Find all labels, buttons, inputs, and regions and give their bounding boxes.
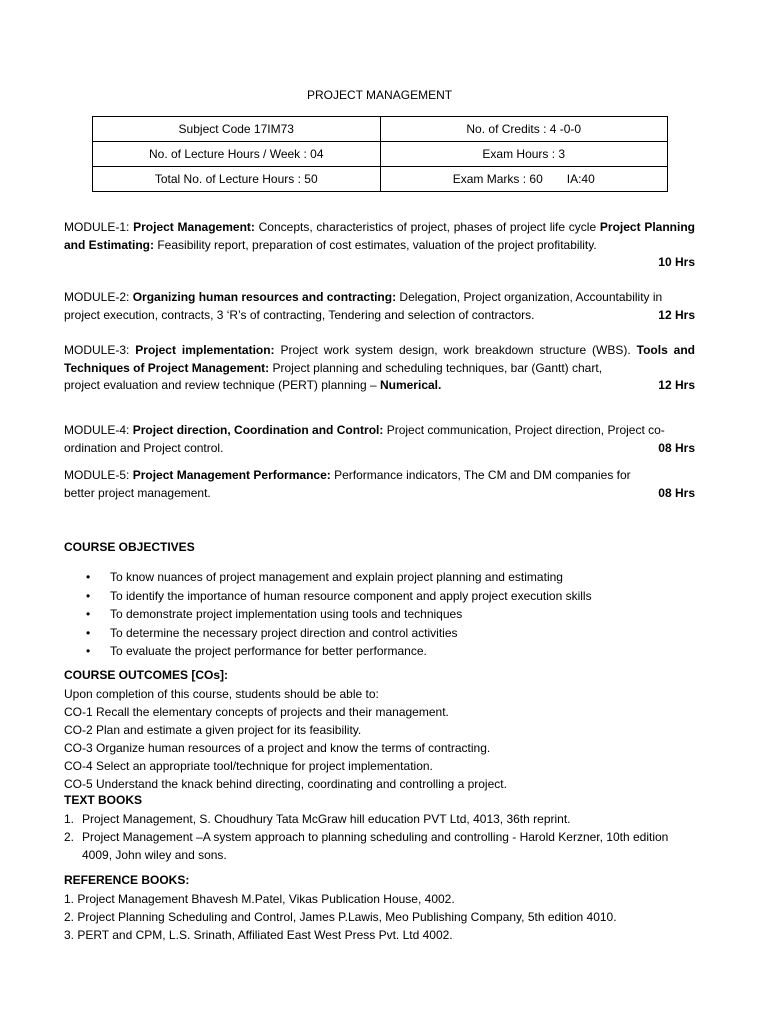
module-text: Performance indicators, The CM and DM companies for bbox=[330, 468, 631, 482]
outcome-line: CO-5 Understand the knack behind directing, coordinating and controlling a project. bbox=[64, 777, 507, 791]
objectives-heading: COURSE OBJECTIVES bbox=[64, 540, 195, 554]
reference-books-list bbox=[64, 890, 695, 944]
text-books-list bbox=[64, 810, 695, 864]
module-text: project evaluation and review technique (PERT) planning – bbox=[64, 378, 380, 392]
module-text: project execution, contracts, 3 ‘R’s of contracting, Tendering and selection of contractors. bbox=[64, 307, 535, 322]
module-text: Feasibility report, preparation of cost estimates, valuation of the project profitability. bbox=[154, 237, 597, 252]
module-text: Project communication, Project direction, Project co- bbox=[383, 423, 665, 437]
list-item: 1. Project Management Bhavesh M.Patel, Vikas Publication House, 4002. bbox=[64, 892, 455, 906]
objective-text: To demonstrate project implementation using tools and techniques bbox=[110, 607, 463, 621]
outcome-line: CO-3 Organize human resources of a project and know the terms of contracting. bbox=[64, 741, 491, 755]
outcome-line: CO-1 Recall the elementary concepts of projects and their management. bbox=[64, 705, 449, 719]
module-topic: Numerical. bbox=[379, 378, 442, 392]
module-1 bbox=[64, 219, 695, 272]
list-item bbox=[64, 587, 592, 606]
module-hours: 12 Hrs bbox=[658, 378, 695, 392]
exam-marks: Exam Marks : 60 bbox=[452, 172, 543, 186]
outcome-line: CO-4 Select an appropriate tool/technique for project implementation. bbox=[64, 759, 433, 773]
bullet-icon: • bbox=[86, 588, 91, 603]
module-text: Delegation, Project organization, Accountability in bbox=[396, 290, 663, 304]
outcome-line: CO-2 Plan and estimate a given project for its feasibility. bbox=[64, 723, 362, 737]
module-topic: Project implementation: bbox=[135, 343, 275, 357]
reference-books-heading: REFERENCE BOOKS: bbox=[64, 873, 190, 887]
module-topic: Project Planning and Estimating: bbox=[64, 220, 695, 252]
module-text: Project work system design, work breakdown structure (WBS). bbox=[274, 343, 637, 357]
item-number: 2. bbox=[64, 830, 75, 844]
exam-hours-cell: Exam Hours : 3 bbox=[380, 142, 668, 167]
module-label: MODULE-5: bbox=[64, 468, 133, 482]
list-item bbox=[64, 642, 592, 661]
total-lecture-hours-cell: Total No. of Lecture Hours : 50 bbox=[93, 167, 381, 192]
page-title: PROJECT MANAGEMENT bbox=[306, 88, 453, 102]
module-hours: 12 Hrs bbox=[658, 307, 695, 322]
table-row bbox=[93, 117, 668, 142]
bullet-icon: • bbox=[86, 570, 91, 584]
module-label: MODULE-4: bbox=[64, 423, 133, 437]
module-hours: 08 Hrs bbox=[658, 485, 695, 500]
list-item bbox=[64, 624, 592, 643]
document-page bbox=[64, 0, 695, 1024]
module-topic: Tools and Techniques of Project Management: bbox=[64, 343, 696, 375]
module-2 bbox=[64, 289, 695, 324]
module-text: Concepts, characteristics of project, phases of project life cycle bbox=[254, 220, 600, 234]
module-text: ordination and Project control. bbox=[64, 440, 224, 455]
outcomes-heading: COURSE OUTCOMES [COs]: bbox=[64, 668, 229, 682]
item-number: 1. bbox=[64, 812, 75, 826]
course-info-table bbox=[92, 116, 668, 192]
list-item: 2. Project Planning Scheduling and Control, James P.Lawis, Meo Publishing Company, 5th edition 4010. bbox=[64, 910, 617, 924]
list-item bbox=[64, 605, 592, 624]
lecture-hours-week-cell: No. of Lecture Hours / Week : 04 bbox=[93, 142, 381, 167]
module-topic: Organizing human resources and contracting: bbox=[132, 290, 397, 304]
module-3 bbox=[64, 342, 695, 395]
objectives-list bbox=[64, 568, 592, 661]
module-label: MODULE-1: bbox=[64, 220, 134, 234]
outcome-line: Upon completion of this course, students should be able to: bbox=[64, 687, 379, 701]
list-item bbox=[64, 810, 695, 828]
module-hours: 08 Hrs bbox=[658, 440, 695, 455]
objective-text: To know nuances of project management and explain project planning and estimating bbox=[110, 570, 563, 584]
text-books-heading: TEXT BOOKS bbox=[64, 793, 143, 807]
module-topic: Project direction, Coordination and Control: bbox=[132, 423, 384, 437]
module-hours: 10 Hrs bbox=[658, 255, 695, 269]
book-text: Project Management, S. Choudhury Tata McGraw hill education PVT Ltd, 4013, 36th reprint. bbox=[82, 812, 571, 826]
module-5 bbox=[64, 467, 695, 502]
ia-marks: IA:40 bbox=[566, 172, 595, 186]
subject-code-cell: Subject Code 17IM73 bbox=[93, 117, 381, 142]
module-label: MODULE-3: bbox=[64, 343, 136, 357]
list-item bbox=[64, 828, 695, 864]
outcomes-list bbox=[64, 685, 695, 793]
module-text: better project management. bbox=[64, 485, 211, 500]
objective-text: To identify the importance of human resource component and apply project execution skills bbox=[110, 588, 592, 603]
module-text: Project planning and scheduling techniques, bar (Gantt) chart, bbox=[269, 360, 603, 375]
bullet-icon: • bbox=[86, 607, 91, 621]
bullet-icon: • bbox=[86, 644, 91, 658]
objective-text: To evaluate the project performance for better performance. bbox=[110, 644, 427, 658]
credits-cell: No. of Credits : 4 -0-0 bbox=[380, 117, 668, 142]
module-topic: Project Management: bbox=[133, 220, 255, 234]
list-item: 3. PERT and CPM, L.S. Srinath, Affiliated East West Press Pvt. Ltd 4002. bbox=[64, 928, 453, 942]
list-item bbox=[64, 568, 592, 587]
module-label: MODULE-2: bbox=[64, 290, 133, 304]
table-row bbox=[93, 142, 668, 167]
module-4 bbox=[64, 422, 695, 457]
objective-text: To determine the necessary project direction and control activities bbox=[110, 625, 458, 640]
bullet-icon: • bbox=[86, 625, 91, 640]
book-text: Project Management –A system approach to planning scheduling and controlling - Harold Kerzner, 10th edition 4009, John wiley and sons. bbox=[82, 830, 669, 862]
module-topic: Project Management Performance: bbox=[132, 468, 331, 482]
table-row bbox=[93, 167, 668, 192]
exam-marks-cell bbox=[380, 167, 668, 192]
